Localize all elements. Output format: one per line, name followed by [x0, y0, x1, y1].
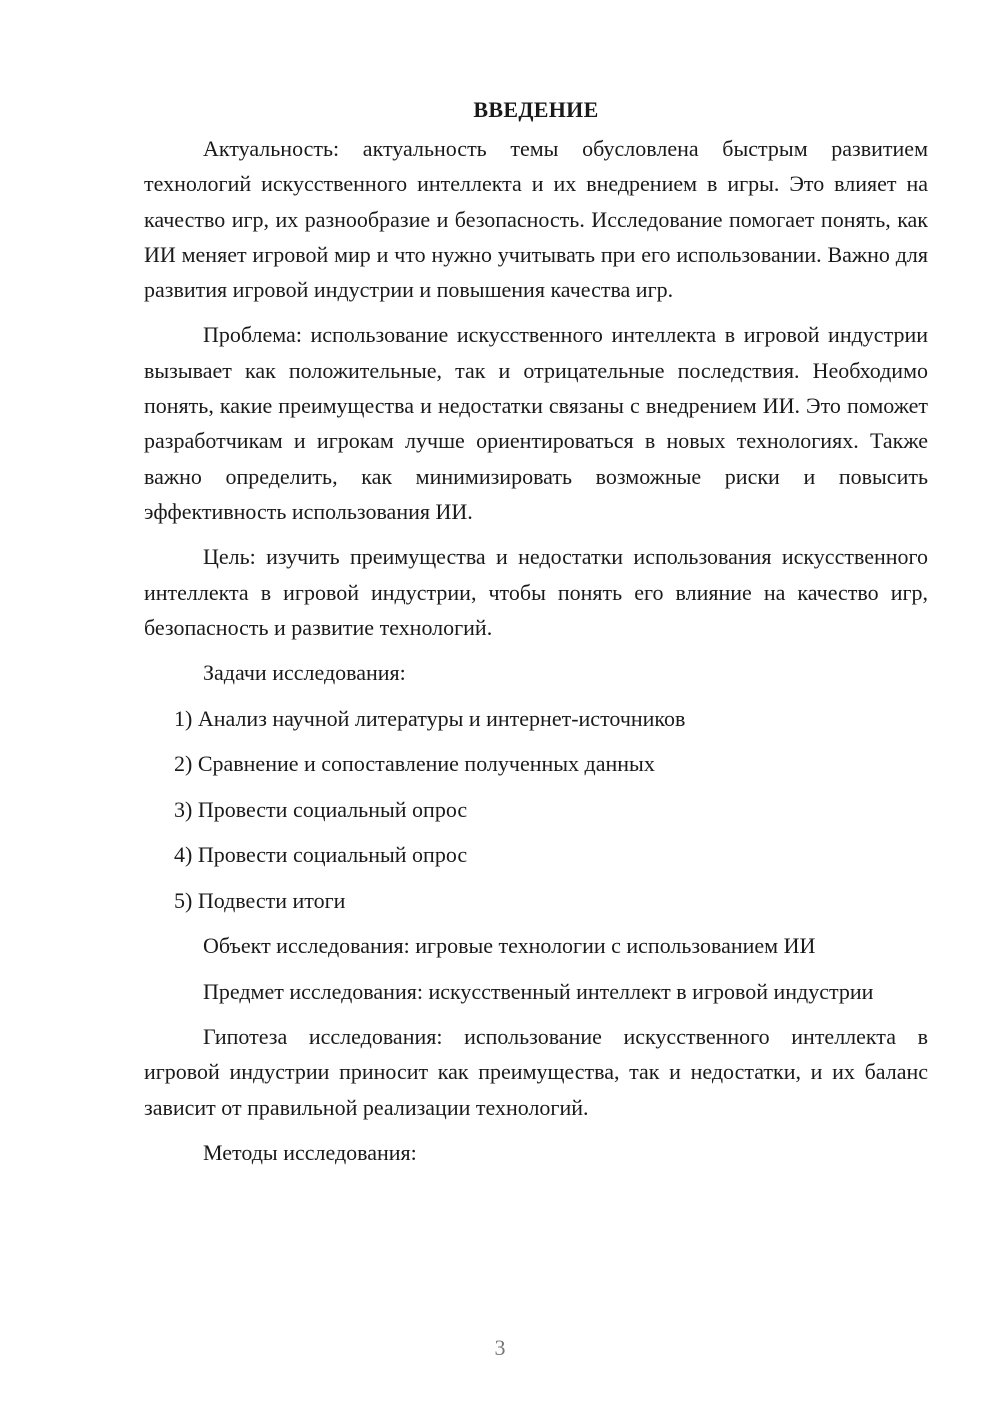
relevance-paragraph: Актуальность: актуальность темы обусловлена быстрым развитием технологий искусственного интеллекта и их внедрением в игры. Это влияет на качество игр, их разнообразие и безопасность. Исследование помогает понять, как ИИ меняет игровой мир и что нужно учитывать при его использовании. Важно для развития игровой индустрии и повышения качества игр. [144, 136, 928, 303]
tasks-list [144, 701, 928, 918]
list-item: 5) Подвести итоги [174, 887, 346, 913]
list-item: 3) Провести социальный опрос [174, 796, 468, 822]
research-object: Объект исследования: игровые технологии с использованием ИИ [203, 933, 816, 959]
research-hypothesis: Гипотеза исследования: использование искусственного интеллекта в игровой индустрии приносит как преимущества, так и недостатки, и их баланс зависит от правильной реализации технологий. [144, 1023, 928, 1120]
list-item: 2) Сравнение и сопоставление полученных данных [174, 751, 655, 777]
methods-heading: Методы исследования: [203, 1139, 417, 1165]
list-item: 1) Анализ научной литературы и интернет-источников [174, 705, 686, 731]
goal-paragraph: Цель: изучить преимущества и недостатки использования искусственного интеллекта в игровой индустрии, чтобы понять его влияние на качество игр, безопасность и развитие технологий. [144, 544, 928, 640]
research-subject: Предмет исследования: искусственный интеллект в игровой индустрии [203, 978, 874, 1004]
list-item: 4) Провести социальный опрос [174, 842, 468, 868]
page-title: ВВЕДЕНИЕ [473, 97, 599, 122]
problem-paragraph: Проблема: использование искусственного интеллекта в игровой индустрии вызывает как положительные, так и отрицательные последствия. Необходимо понять, какие преимущества и недостатки связаны с внедрением ИИ. Это поможет разработчикам и игрокам лучше ориентироваться в новых технологиях. Также важно определить, как минимизировать возможные риски и повысить эффективность использования ИИ. [144, 322, 928, 524]
page-number: 3 [494, 1335, 506, 1360]
page-content [144, 95, 928, 1180]
tasks-heading: Задачи исследования: [203, 660, 406, 686]
